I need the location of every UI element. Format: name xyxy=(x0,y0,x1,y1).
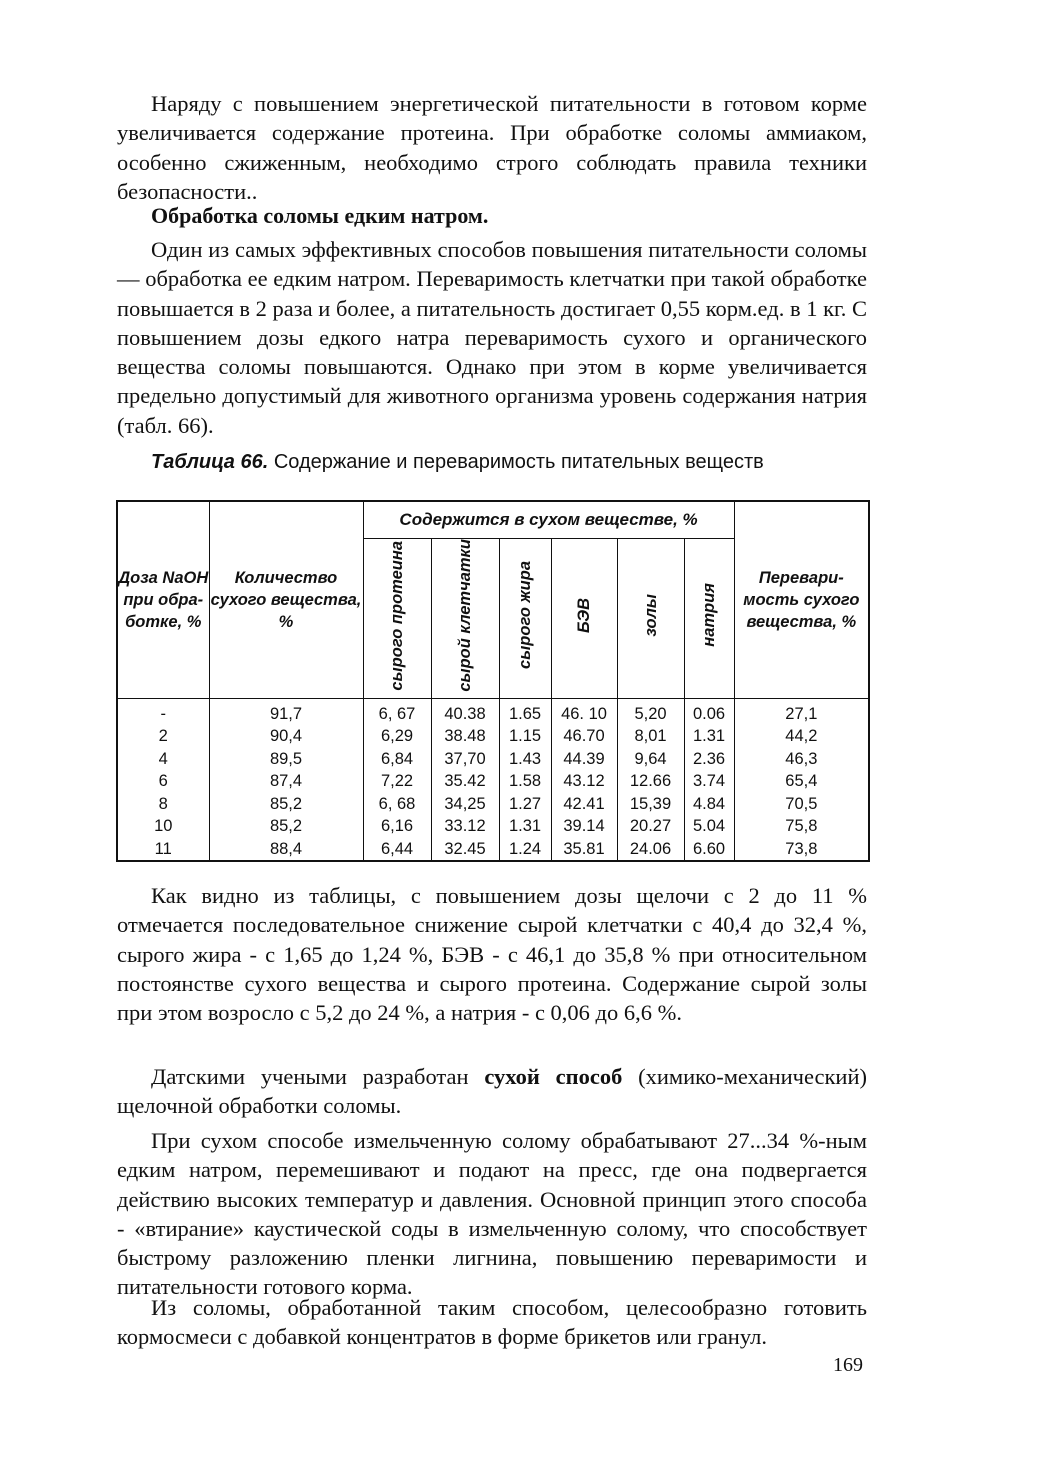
table-row xyxy=(117,815,869,838)
cell-ash: 15,39 xyxy=(617,793,684,816)
cell-protein: 6,16 xyxy=(363,815,431,838)
cell-fiber: 40.38 xyxy=(431,698,499,725)
cell-ash: 20.27 xyxy=(617,815,684,838)
cell-dry-matter: 85,2 xyxy=(209,815,363,838)
paragraph-ammonia-safety: Наряду с повышением энергетической питательности в готовом корме увеличивается содержание протеина. При обработке соломы аммиаком, особенно сжиженным, необходимо строго соблюдать правила техники безопасности.. xyxy=(117,91,867,204)
cell-nfe: 42.41 xyxy=(551,793,617,816)
cell-dry-matter: 91,7 xyxy=(209,698,363,725)
cell-digestibility: 65,4 xyxy=(734,770,869,793)
header-digestibility: Перевари-мость сухого вещества, % xyxy=(734,501,869,698)
cell-sodium: 4.84 xyxy=(684,793,734,816)
header-sodium: натрия xyxy=(684,539,734,699)
table-row xyxy=(117,725,869,748)
cell-digestibility: 73,8 xyxy=(734,838,869,862)
header-content-group: Содержится в сухом веществе, % xyxy=(363,501,734,539)
paragraph-dry-method-details: При сухом способе измельченную солому обрабатывают 27...34 %-ным едким натром, перемешивают и подают на пресс, где она подвергается действию высоких температур и давления. Основной принцип этого способа - «втирание» каустической соды в измельченную солому, что способствует быстрому разложению пленки лигнина, повышению переваримости и питательности готового корма. xyxy=(117,1128,867,1300)
cell-dry-matter: 88,4 xyxy=(209,838,363,862)
cell-fiber: 37,70 xyxy=(431,748,499,771)
cell-protein: 7,22 xyxy=(363,770,431,793)
cell-dose: 2 xyxy=(117,725,209,748)
cell-ash: 8,01 xyxy=(617,725,684,748)
cell-digestibility: 75,8 xyxy=(734,815,869,838)
cell-protein: 6, 68 xyxy=(363,793,431,816)
cell-ash: 5,20 xyxy=(617,698,684,725)
cell-dry-matter: 89,5 xyxy=(209,748,363,771)
cell-sodium: 3.74 xyxy=(684,770,734,793)
cell-ash: 24.06 xyxy=(617,838,684,862)
cell-sodium: 5.04 xyxy=(684,815,734,838)
cell-dose: 8 xyxy=(117,793,209,816)
cell-fat: 1.27 xyxy=(499,793,551,816)
cell-fat: 1.43 xyxy=(499,748,551,771)
cell-sodium: 1.31 xyxy=(684,725,734,748)
table-row xyxy=(117,793,869,816)
cell-nfe: 35.81 xyxy=(551,838,617,862)
table-row xyxy=(117,770,869,793)
cell-protein: 6,29 xyxy=(363,725,431,748)
cell-dose: 11 xyxy=(117,838,209,862)
cell-fat: 1.65 xyxy=(499,698,551,725)
cell-ash: 9,64 xyxy=(617,748,684,771)
nutrient-table xyxy=(116,500,870,862)
header-dose: Доза NaOH при обра-ботке, % xyxy=(117,501,209,698)
table-row xyxy=(117,838,869,862)
cell-protein: 6,84 xyxy=(363,748,431,771)
paragraph-dry-method-intro: Датскими учеными разработан сухой способ (химико-механический) щелочной обработки соломы. xyxy=(117,1064,868,1119)
cell-fat: 1.31 xyxy=(499,815,551,838)
header-dry-matter: Количество сухого вещества, % xyxy=(209,501,363,698)
table-row xyxy=(117,698,869,725)
cell-fat: 1.58 xyxy=(499,770,551,793)
dry-method-term: сухой способ xyxy=(484,1064,623,1089)
cell-ash: 12.66 xyxy=(617,770,684,793)
cell-dose: 10 xyxy=(117,815,209,838)
cell-sodium: 6.60 xyxy=(684,838,734,862)
paragraph-naoh-treatment: Один из самых эффективных способов повышения питательности соломы — обработка ее едким натром. Переваримость клетчатки при такой обработке повышается в 2 раза и более, а питательность достигает 0,55 корм.ед. в 1 кг. С повышением дозы едкого натра переваримость сухого и органического вещества соломы повышаются. Однако при этом в корме увеличивается предельно допустимый для животного организма уровень содержания натрия (табл. 66). xyxy=(117,237,867,438)
cell-protein: 6,44 xyxy=(363,838,431,862)
header-fat: сырого жира xyxy=(499,539,551,699)
cell-dry-matter: 90,4 xyxy=(209,725,363,748)
cell-protein: 6, 67 xyxy=(363,698,431,725)
cell-sodium: 0.06 xyxy=(684,698,734,725)
table-caption-label: Таблица 66. xyxy=(151,451,269,473)
cell-nfe: 39.14 xyxy=(551,815,617,838)
header-nfe: БЭВ xyxy=(551,539,617,699)
cell-dose: 4 xyxy=(117,748,209,771)
section-heading: Обработка соломы едким натром. xyxy=(151,203,489,228)
cell-nfe: 46. 10 xyxy=(551,698,617,725)
cell-fiber: 34,25 xyxy=(431,793,499,816)
header-fiber: сырой клетчатки xyxy=(431,539,499,699)
cell-fiber: 38.48 xyxy=(431,725,499,748)
paragraph-table-analysis: Как видно из таблицы, с повышением дозы щелочи с 2 до 11 % отмечается последовательное снижение сырой клетчатки с 40,4 до 32,4 %, сырого жира - с 1,65 до 1,24 %, БЭВ - с 46,1 до 35,8 % при относительном постоянстве сухого вещества и сырого протеина. Содержание сырой золы при этом возросло с 5,2 до 24 %, а натрия - с 0,06 до 6,6 %. xyxy=(117,883,867,1026)
cell-fiber: 33.12 xyxy=(431,815,499,838)
table-caption-text: Содержание и переваримость питательных веществ xyxy=(268,451,764,473)
cell-fat: 1.15 xyxy=(499,725,551,748)
cell-sodium: 2.36 xyxy=(684,748,734,771)
header-protein: сырого протеина xyxy=(363,539,431,699)
header-ash: золы xyxy=(617,539,684,699)
cell-dry-matter: 85,2 xyxy=(209,793,363,816)
cell-nfe: 44.39 xyxy=(551,748,617,771)
page-number: 169 xyxy=(833,1354,863,1376)
cell-digestibility: 46,3 xyxy=(734,748,869,771)
cell-nfe: 43.12 xyxy=(551,770,617,793)
cell-digestibility: 44,2 xyxy=(734,725,869,748)
cell-dry-matter: 87,4 xyxy=(209,770,363,793)
cell-dose: 6 xyxy=(117,770,209,793)
table-caption xyxy=(151,451,764,474)
cell-nfe: 46.70 xyxy=(551,725,617,748)
cell-dose: - xyxy=(117,698,209,725)
cell-fat: 1.24 xyxy=(499,838,551,862)
paragraph-briquettes: Из соломы, обработанной таким способом, целесообразно готовить кормосмеси с добавкой концентратов в форме брикетов или гранул. xyxy=(117,1295,867,1350)
cell-fiber: 35.42 xyxy=(431,770,499,793)
table-row xyxy=(117,748,869,771)
cell-fiber: 32.45 xyxy=(431,838,499,862)
cell-digestibility: 27,1 xyxy=(734,698,869,725)
cell-digestibility: 70,5 xyxy=(734,793,869,816)
